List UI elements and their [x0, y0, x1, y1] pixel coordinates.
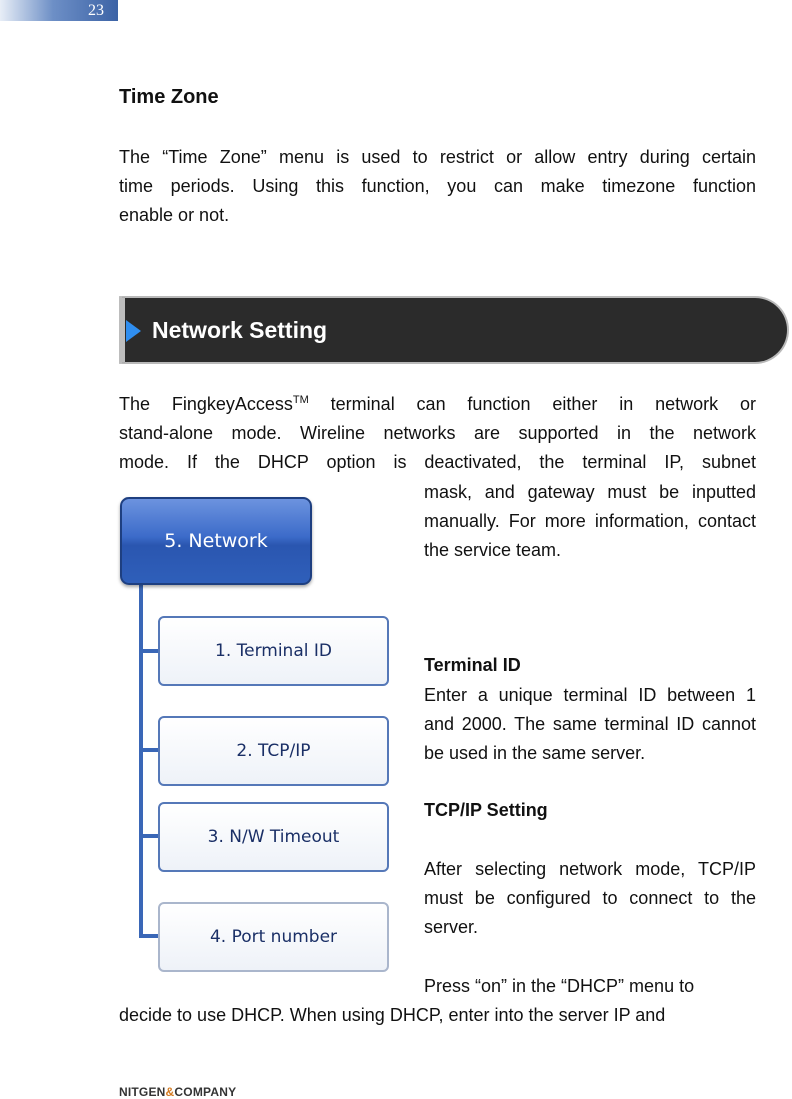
page-number: 23	[0, 0, 118, 21]
network-intro-continued: mask, and gateway must be inputted manually. For more information, contact the service team.	[424, 482, 756, 560]
menu-port-number-button: 4. Port number	[158, 902, 389, 972]
menu-network-button: 5. Network	[120, 497, 312, 585]
time-zone-line-2: time periods. Using this function, you can make timezone function	[119, 176, 756, 196]
network-intro-line-2: stand-alone mode. Wireline networks are supported in the network	[119, 423, 756, 443]
trademark-mark: TM	[292, 394, 309, 406]
time-zone-line-1: The “Time Zone” menu is used to restrict or allow entry during certain	[119, 147, 756, 167]
menu-tree-branch	[139, 649, 159, 653]
network-setting-title: Network Setting	[152, 317, 328, 343]
dhcp-line-1: Press “on” in the “DHCP” menu to	[424, 976, 695, 996]
menu-terminal-id-button: 1. Terminal ID	[158, 616, 389, 686]
menu-tree-vertical-line	[139, 585, 143, 938]
network-intro-line-1-rest: terminal can function either in network or	[308, 394, 756, 414]
terminal-id-body: Enter a unique terminal ID between 1 and 2000. The same terminal ID cannot be used in the same server.	[424, 685, 756, 763]
menu-tree-branch	[139, 934, 159, 938]
company-logo: NITGEN&COMPANY	[119, 1085, 237, 1099]
network-setting-banner	[119, 296, 789, 364]
menu-tree-branch	[139, 834, 159, 838]
network-intro-line-3: mode. If the DHCP option is deactivated, the terminal IP, subnet	[119, 452, 756, 472]
play-arrow-icon	[126, 320, 141, 342]
product-name: The FingkeyAccess	[119, 394, 293, 414]
menu-tcpip-button: 2. TCP/IP	[158, 716, 389, 786]
tcpip-body: After selecting network mode, TCP/IP must be configured to connect to the server.	[424, 859, 756, 937]
menu-nw-timeout-button: 3. N/W Timeout	[158, 802, 389, 872]
dhcp-line-2: decide to use DHCP. When using DHCP, enter into the server IP and	[119, 1005, 666, 1025]
time-zone-line-3: enable or not.	[119, 205, 230, 225]
network-intro-line-1	[119, 390, 756, 419]
terminal-id-heading: Terminal ID	[424, 655, 521, 675]
time-zone-heading: Time Zone	[119, 86, 219, 108]
tcpip-heading: TCP/IP Setting	[424, 800, 548, 820]
menu-tree-branch	[139, 748, 159, 752]
